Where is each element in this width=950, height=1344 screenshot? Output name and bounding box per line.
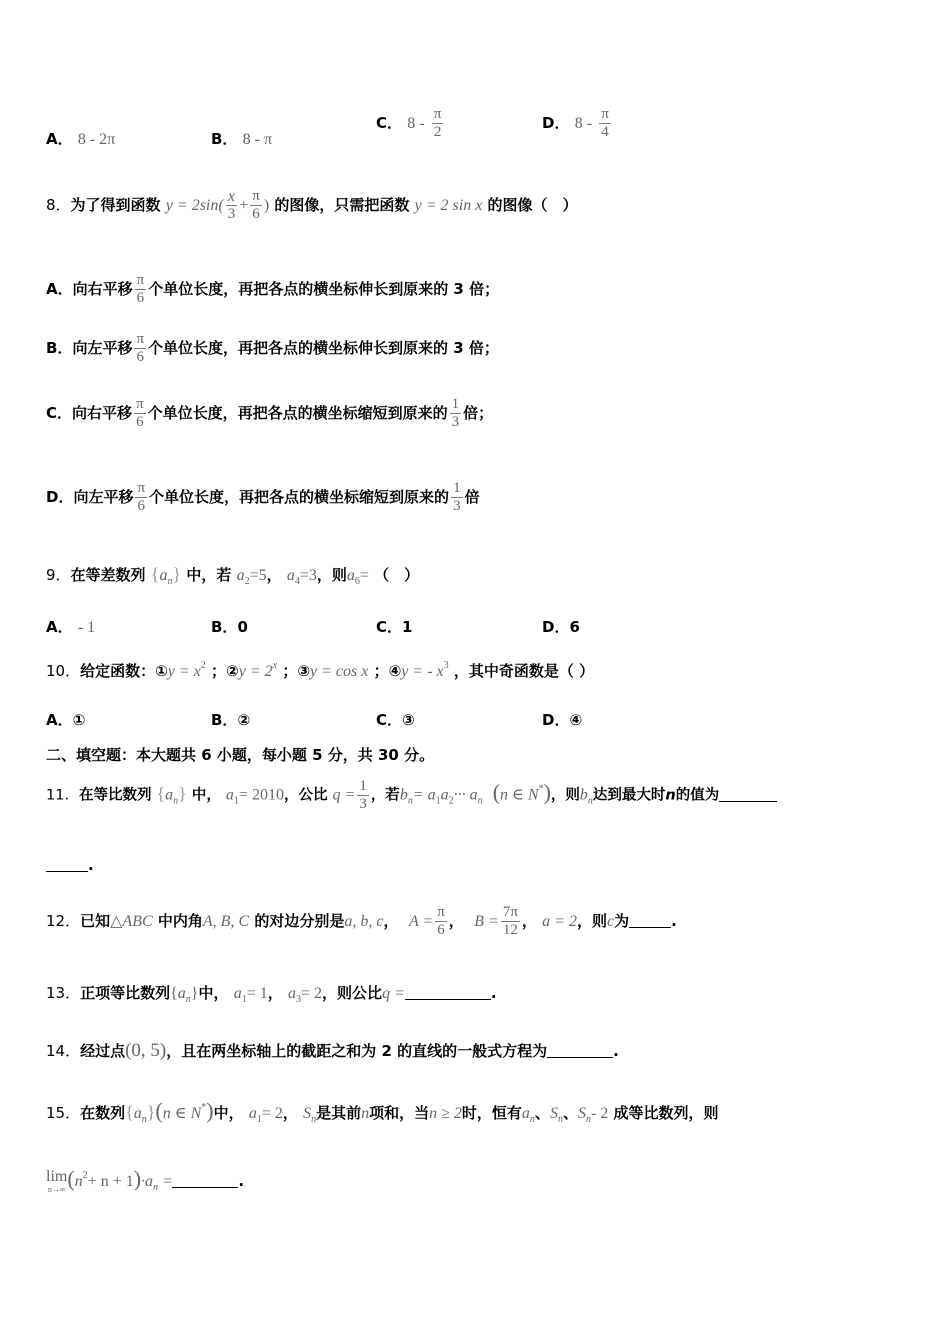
option-label: C． bbox=[376, 618, 403, 636]
option-text: 向左平移 bbox=[72, 339, 133, 357]
option-math: 8 - bbox=[574, 115, 593, 132]
denominator: 12 bbox=[502, 922, 518, 938]
question-text: ；④ bbox=[373, 662, 402, 680]
question-14 bbox=[46, 1040, 619, 1062]
math: = bbox=[359, 567, 369, 584]
question-text: 在等差数列 bbox=[70, 566, 146, 584]
math-sub: n bbox=[585, 1114, 591, 1125]
brace: { bbox=[156, 783, 166, 804]
question-text: ；③ bbox=[282, 662, 311, 680]
math: =3 bbox=[299, 567, 317, 584]
punct: ， bbox=[282, 1104, 298, 1122]
math: a bbox=[233, 985, 242, 1002]
math: n ∈ N bbox=[500, 786, 539, 804]
math: a bbox=[248, 1105, 257, 1122]
q7-option-d bbox=[542, 106, 613, 141]
math: A, B, C bbox=[202, 913, 250, 930]
option-label: D． bbox=[46, 488, 74, 506]
fraction bbox=[599, 106, 611, 141]
math: S bbox=[549, 1105, 558, 1122]
question-text: 时，恒有 bbox=[461, 1104, 522, 1122]
math: B = bbox=[474, 913, 499, 930]
numerator: π bbox=[137, 480, 146, 496]
brace: } bbox=[146, 1102, 156, 1122]
option-text: 倍 bbox=[464, 488, 480, 506]
answer-blank[interactable] bbox=[405, 985, 491, 1000]
brace: } bbox=[172, 564, 182, 584]
question-number: 10． bbox=[46, 662, 81, 680]
denominator: 2 bbox=[433, 124, 442, 140]
question-text: ，则 bbox=[550, 787, 580, 804]
denominator: 6 bbox=[136, 290, 145, 306]
option-value: ③ bbox=[402, 711, 415, 729]
numerator: 1 bbox=[453, 480, 461, 496]
math: = 1 bbox=[246, 985, 268, 1002]
q10-option-b bbox=[211, 709, 250, 730]
q10-option-d bbox=[542, 709, 582, 730]
question-text: ，则 bbox=[576, 912, 607, 930]
punct: . bbox=[88, 856, 94, 874]
question-number: 11． bbox=[46, 787, 79, 804]
math: △ABC bbox=[110, 913, 153, 930]
math: S bbox=[577, 1105, 586, 1122]
punct: . bbox=[490, 984, 497, 1002]
math: b bbox=[579, 786, 588, 804]
option-text: 向右平移 bbox=[72, 404, 133, 422]
option-value: - 1 bbox=[77, 619, 96, 636]
math: y = - x bbox=[401, 663, 444, 680]
numerator: π bbox=[136, 396, 144, 412]
option-label: A． bbox=[46, 618, 73, 636]
math: + bbox=[239, 197, 249, 214]
math-sup: 2 bbox=[82, 1170, 88, 1181]
math: n bbox=[665, 787, 676, 804]
math: a bbox=[159, 567, 168, 584]
math-sub: n bbox=[477, 795, 483, 807]
question-text: ，若 bbox=[370, 787, 400, 804]
math-sup: * bbox=[201, 1102, 207, 1113]
option-text: 向左平移 bbox=[73, 488, 134, 506]
option-label: C． bbox=[376, 114, 403, 132]
option-label: A． bbox=[46, 130, 73, 148]
option-value: ② bbox=[237, 711, 251, 729]
math-sub: n bbox=[185, 994, 191, 1005]
question-15 bbox=[46, 1098, 719, 1125]
math: S bbox=[303, 1105, 312, 1122]
question-text: 成等比数列，则 bbox=[613, 1104, 719, 1122]
math-sub: 3 bbox=[296, 994, 302, 1005]
math: n bbox=[361, 1105, 370, 1122]
question-text: 经过点 bbox=[80, 1042, 126, 1060]
math: c bbox=[606, 913, 615, 930]
math: n ≥ 2 bbox=[429, 1105, 462, 1122]
numerator: x bbox=[227, 188, 235, 205]
math: b bbox=[399, 786, 408, 804]
math: =5 bbox=[249, 567, 267, 584]
q8-option-b bbox=[46, 331, 499, 366]
question-number: 12． bbox=[46, 912, 81, 930]
fraction bbox=[134, 396, 146, 431]
option-value: 0 bbox=[237, 618, 248, 636]
math-sub: 1 bbox=[241, 994, 247, 1005]
question-text: 的图像，只需把函数 bbox=[274, 196, 410, 214]
math: a bbox=[133, 1105, 142, 1122]
brace: { bbox=[170, 985, 178, 1002]
punct: . bbox=[671, 912, 677, 930]
numerator: π bbox=[136, 272, 145, 288]
math-sub: n bbox=[587, 795, 593, 807]
math: - 2 bbox=[590, 1105, 609, 1122]
paren: ) bbox=[543, 779, 551, 805]
answer-blank[interactable] bbox=[172, 1173, 238, 1188]
math: ·a bbox=[141, 1173, 154, 1190]
math: a bbox=[440, 786, 449, 804]
question-text: 项和，当 bbox=[369, 1104, 430, 1122]
question-number: 15． bbox=[46, 1104, 81, 1122]
option-label: C． bbox=[46, 404, 73, 422]
math: a bbox=[165, 786, 174, 804]
question-text: 为了得到函数 bbox=[70, 196, 161, 214]
limit bbox=[46, 1169, 67, 1195]
math-sub: n bbox=[557, 1114, 563, 1125]
question-text: ，且在两坐标轴上的截距之和为 2 的直线的一般式方程为 bbox=[166, 1042, 548, 1060]
answer-blank[interactable] bbox=[547, 1043, 613, 1058]
math: a bbox=[225, 786, 234, 804]
math-sub: n bbox=[529, 1114, 535, 1125]
q7-option-c bbox=[376, 106, 445, 141]
denominator: 6 bbox=[252, 206, 260, 222]
q9-option-b bbox=[211, 616, 248, 637]
fraction bbox=[135, 480, 147, 515]
option-label: A． bbox=[46, 711, 73, 729]
denominator: 3 bbox=[453, 498, 461, 514]
option-text: 个单位长度，再把各点的横坐标缩短到原来的 bbox=[147, 404, 448, 422]
numerator: π bbox=[601, 106, 609, 122]
option-label: B． bbox=[211, 711, 238, 729]
math-sup: x bbox=[272, 660, 278, 671]
option-math: 8 - π bbox=[242, 131, 273, 148]
math: n ∈ N bbox=[162, 1105, 202, 1122]
question-text: ；② bbox=[211, 662, 239, 680]
math: (0, 5) bbox=[125, 1040, 167, 1061]
question-text: 中， bbox=[191, 787, 221, 804]
math: = bbox=[163, 1173, 173, 1190]
math: n bbox=[74, 1173, 83, 1190]
denominator: 3 bbox=[227, 206, 236, 222]
brace: } bbox=[190, 985, 199, 1002]
math: + n + 1 bbox=[87, 1173, 134, 1190]
punct: 、 bbox=[534, 1104, 550, 1122]
limit-word: lim bbox=[46, 1167, 68, 1185]
math-sub: 6 bbox=[354, 576, 360, 587]
question-text: 是其前 bbox=[316, 1104, 362, 1122]
math: A = bbox=[408, 913, 434, 930]
question-text: 在等比数列 bbox=[78, 787, 152, 804]
math: y = 2sin( bbox=[165, 197, 224, 214]
math-sub: 2 bbox=[448, 795, 454, 807]
option-label: D． bbox=[542, 618, 570, 636]
denominator: 6 bbox=[437, 922, 445, 938]
question-text: ，则公比 bbox=[322, 984, 383, 1002]
question-number: 9． bbox=[46, 566, 71, 584]
brace: } bbox=[178, 783, 187, 804]
question-text: 为 bbox=[614, 912, 630, 930]
punct: . bbox=[613, 1042, 619, 1060]
option-math: 8 - bbox=[407, 115, 425, 132]
math: = 2 bbox=[261, 1105, 283, 1122]
q9-option-d bbox=[542, 616, 580, 637]
option-label: C． bbox=[376, 711, 403, 729]
punct: . bbox=[238, 1172, 245, 1190]
fraction bbox=[432, 106, 444, 141]
option-value: 1 bbox=[402, 618, 413, 636]
fraction bbox=[450, 396, 462, 431]
option-value: ① bbox=[72, 711, 86, 729]
answer-blank[interactable] bbox=[719, 787, 777, 802]
question-number: 14． bbox=[46, 1042, 81, 1060]
question-10 bbox=[46, 660, 594, 681]
math: a bbox=[521, 1105, 530, 1122]
math: y = x bbox=[167, 663, 201, 680]
question-text: 达到最大时 bbox=[592, 787, 666, 804]
math-sub: 1 bbox=[256, 1114, 262, 1125]
question-text: 中内角 bbox=[157, 912, 203, 930]
question-text: 的对边分别是 bbox=[254, 912, 345, 930]
brace: { bbox=[125, 1102, 134, 1122]
question-text: 中，若 bbox=[186, 566, 232, 584]
question-text: ， bbox=[383, 912, 399, 930]
q10-option-a bbox=[46, 709, 85, 730]
q8-option-c bbox=[46, 396, 493, 431]
question-9 bbox=[46, 564, 419, 587]
denominator: 4 bbox=[601, 124, 609, 140]
option-math: 8 - 2π bbox=[77, 131, 116, 148]
math: a = 2 bbox=[542, 913, 577, 930]
fraction bbox=[501, 904, 520, 939]
math-sub: 2 bbox=[244, 576, 250, 587]
q8-option-a bbox=[46, 272, 499, 307]
paren: ( bbox=[155, 1098, 163, 1123]
section-heading: 二、填空题：本大题共 6 小题，每小题 5 分，共 30 分。 bbox=[46, 746, 435, 764]
question-text: 给定函数：① bbox=[80, 662, 168, 680]
paren: ( bbox=[67, 1166, 75, 1191]
q9-option-c bbox=[376, 616, 412, 637]
math: a bbox=[236, 567, 245, 584]
math-sub: n bbox=[141, 1114, 147, 1125]
punct: ， bbox=[521, 912, 537, 930]
option-text: 倍； bbox=[463, 404, 494, 422]
math-sub: 4 bbox=[294, 576, 300, 587]
math-sub: n bbox=[153, 1182, 159, 1193]
q7-option-a bbox=[46, 128, 115, 149]
math-sub: n bbox=[167, 576, 173, 587]
question-text: 中， bbox=[213, 1104, 244, 1122]
answer-blank[interactable] bbox=[46, 857, 88, 872]
math: ··· a bbox=[453, 786, 478, 804]
fraction bbox=[357, 778, 369, 813]
math: a, b, c bbox=[344, 913, 384, 930]
denominator: 3 bbox=[359, 796, 367, 812]
question-11-blank-cont bbox=[46, 856, 94, 874]
question-text: 的图像（ ） bbox=[487, 196, 578, 214]
brace: { bbox=[150, 564, 160, 584]
math: q = bbox=[382, 985, 405, 1002]
numerator: 7π bbox=[502, 904, 518, 920]
numerator: π bbox=[433, 106, 442, 122]
question-text: 在数列 bbox=[80, 1104, 126, 1122]
denominator: 3 bbox=[451, 414, 460, 430]
question-11 bbox=[46, 778, 777, 813]
denominator: 6 bbox=[136, 349, 144, 365]
answer-blank[interactable] bbox=[629, 913, 671, 928]
option-label: B． bbox=[211, 130, 238, 148]
fraction bbox=[451, 480, 463, 515]
math: y = 2 sin x bbox=[414, 197, 483, 214]
q9-option-a bbox=[46, 616, 95, 637]
numerator: π bbox=[252, 188, 260, 204]
math: q = bbox=[332, 786, 356, 804]
punct: ， bbox=[266, 566, 282, 584]
option-label: D． bbox=[542, 711, 570, 729]
math: = a bbox=[412, 786, 436, 804]
math: = 2010 bbox=[238, 786, 284, 804]
question-text: 已知 bbox=[80, 912, 111, 930]
question-text: ，公比 bbox=[283, 787, 328, 804]
math: = 2 bbox=[301, 985, 323, 1002]
math: a bbox=[286, 567, 295, 584]
numerator: π bbox=[437, 904, 445, 920]
math: a bbox=[346, 567, 355, 584]
option-text: 个单位长度，再把各点的横坐标缩短到原来的 bbox=[149, 488, 450, 506]
fraction bbox=[135, 272, 147, 307]
math-sub: 1 bbox=[233, 795, 239, 807]
option-value: 6 bbox=[569, 618, 580, 636]
math: ) bbox=[263, 197, 270, 214]
numerator: 1 bbox=[359, 778, 367, 794]
option-value: ④ bbox=[569, 711, 583, 729]
option-label: B． bbox=[211, 618, 238, 636]
fraction bbox=[226, 188, 238, 223]
punct: ， bbox=[267, 984, 283, 1002]
fraction bbox=[134, 331, 146, 366]
question-text: 中， bbox=[198, 984, 229, 1002]
denominator: 6 bbox=[137, 498, 145, 514]
question-text: （ ） bbox=[374, 566, 420, 584]
question-number: 13． bbox=[46, 984, 81, 1002]
math-sub: n bbox=[311, 1114, 317, 1125]
math-sub: n bbox=[173, 795, 179, 807]
question-8 bbox=[46, 188, 578, 223]
option-label: B． bbox=[46, 339, 73, 357]
question-text: 的值为 bbox=[675, 787, 720, 804]
q7-option-b bbox=[211, 128, 272, 149]
math-sub: 1 bbox=[435, 795, 441, 807]
math: y = 2 bbox=[238, 663, 273, 680]
math: a bbox=[288, 985, 297, 1002]
option-text: 向右平移 bbox=[72, 280, 133, 298]
math-sup: 3 bbox=[443, 660, 449, 671]
paren: ) bbox=[133, 1166, 142, 1191]
q10-option-c bbox=[376, 709, 415, 730]
option-text: 个单位长度，再把各点的横坐标伸长到原来的 3 倍； bbox=[148, 280, 500, 298]
numerator: π bbox=[136, 331, 145, 347]
q8-option-d bbox=[46, 480, 480, 515]
question-12 bbox=[46, 904, 677, 939]
question-text: ，则 bbox=[316, 566, 347, 584]
option-text: 个单位长度，再把各点的横坐标伸长到原来的 3 倍； bbox=[148, 339, 499, 357]
math-sup: * bbox=[538, 783, 544, 795]
fraction bbox=[435, 904, 447, 939]
question-text: ，其中奇函数是（ ） bbox=[453, 662, 595, 680]
option-label: A． bbox=[46, 280, 73, 298]
paren: ( bbox=[492, 779, 501, 805]
option-label: D． bbox=[542, 114, 570, 132]
fraction bbox=[250, 188, 262, 223]
punct: 、 bbox=[562, 1104, 578, 1122]
denominator: 6 bbox=[136, 414, 144, 430]
math: y = cos x bbox=[310, 663, 369, 680]
math: a bbox=[177, 985, 186, 1002]
limit-under: n→∞ bbox=[47, 1184, 66, 1194]
punct: ， bbox=[448, 912, 464, 930]
paren: ) bbox=[206, 1098, 214, 1123]
question-13 bbox=[46, 982, 497, 1005]
numerator: 1 bbox=[451, 396, 460, 412]
math-sup: 2 bbox=[200, 660, 206, 671]
question-15-limit bbox=[46, 1166, 244, 1195]
question-text: 正项等比数列 bbox=[80, 984, 171, 1002]
question-number: 8． bbox=[46, 196, 71, 214]
math-sub: n bbox=[407, 795, 413, 807]
